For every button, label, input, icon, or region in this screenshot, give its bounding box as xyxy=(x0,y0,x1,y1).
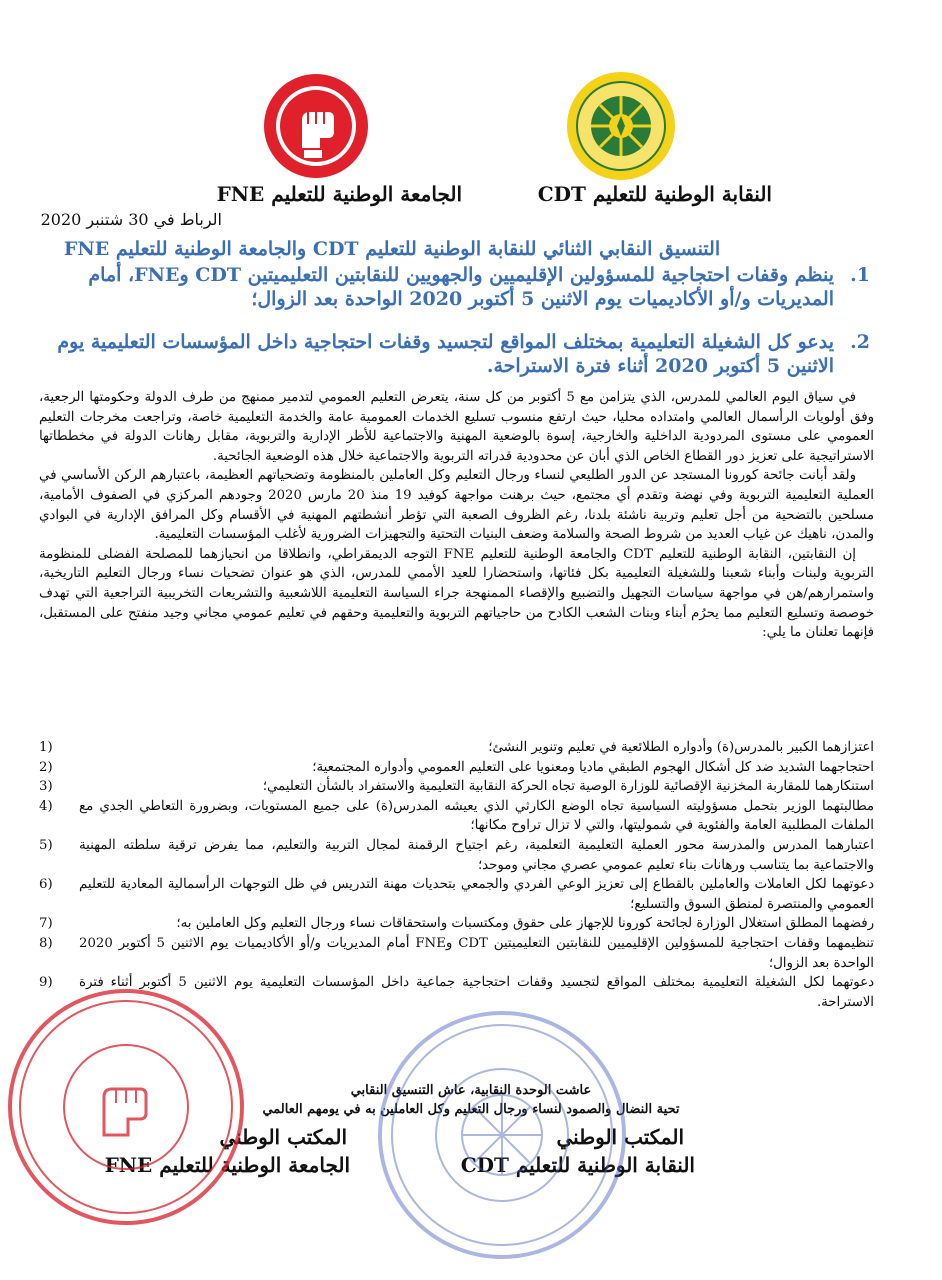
headline-point-1 xyxy=(30,263,870,311)
list-item xyxy=(39,777,874,797)
headline-title: التنسيق النقابي الثنائي للنقابة الوطنية للتعليم CDT والجامعة الوطنية للتعليم FNE xyxy=(63,238,721,260)
list-item xyxy=(39,836,874,875)
list-item xyxy=(39,738,874,758)
list-item xyxy=(39,875,874,914)
list-item-number: 2) xyxy=(39,759,53,775)
list-item-number: 5) xyxy=(39,837,53,853)
list-item-text: تنظيمهما وقفات احتجاجية للمسؤولين الإقليميين للنقابتين التعليميتين CDT وFNE أمام المديريات و/أو الأكاديميات يوم الاثنين 5 أكتوبر 2020 الواحدة بعد الزوال؛ xyxy=(79,935,874,971)
paragraph: في سياق اليوم العالمي للمدرس، الذي يتزامن مع 5 أكتوبر من كل سنة، يتعرض التعليم العمومي لتدمير ممنهج من طرف الدولة وحكومتها الرجعية، وفق أولويات الرأسمال العالمي وامتداده محليا، حيث ارتفع منسوب تسليع الخدمات العمومية عامة والخدمة التعليمية خاصة، وتراجعت مخرجات التعليم العمومي على مستوى المردودية الداخلية والخارجية، إسوة بالوضعية المهنية والاجتماعية للأطر الإدارية والتربوية، مقابل رهانات الدولة في مخططاتها الاستراتيجية على تعزيز دور القطاع الخاص الذي أبان عن محدودية قدراته التربوية والاجتماعية خلال هذه الوضعية الجائحية. xyxy=(39,390,874,464)
list-item xyxy=(39,797,874,836)
headline-point-2 xyxy=(30,330,870,378)
cdt-signature-org: النقابة الوطنية للتعليم CDT xyxy=(460,1153,695,1177)
list-item-text: دعوتهما لكل العاملات والعاملين بالقطاع إلى تعزيز الوعي الفردي والجمعي بتحديات مهنة التدريس في ظل التوجهات الرأسمالية المعادية للتعليم العمومي والمنتصرة لمنطق السوق والتسليع؛ xyxy=(79,877,874,912)
list-item-text: دعوتهما لكل الشغيلة التعليمية بمختلف المواقع لتجسيد وقفات احتجاجية جماعية داخل المؤسسات التعليمية يوم الاثنين 5 أكتوبر أثناء فترة الاستراحة. xyxy=(79,975,875,1010)
closing-greeting: تحية النضال والصمود لنساء ورجال التعليم وكل العاملين به في يومهم العالمي xyxy=(262,1102,680,1117)
headline-point-text: يدعو كل الشغيلة التعليمية بمختلف المواقع لتجسيد وقفات احتجاجية داخل المؤسسات التعليمية يوم الاثنين 5 أكتوبر 2020 أثناء فترة الاستراحة. xyxy=(57,331,834,377)
paragraph: إن النقابتين، النقابة الوطنية للتعليم CDT والجامعة الوطنية للتعليم FNE التوجه الديمقراطي، وانطلاقا من انحيازهما للمصلحة الفضلى للمنظومة التربوية ولبنات وأبناء شعبنا وللشغيلة التعليمية بكل فئاتها، واستحضارا للعيد الأممي للمدرس، الذي هو عنوان تضحيات نساء ورجال التعليم التاريخية، واستمرارهم/هن في مواجهة سياسات التجهيل والتضبيع والإقصاء الممنهجة جراء السياسة التعليمية اللاشعبية والتشريعات التخريبية التراجعية التي تهدف خوصصة وتسليع التعليم مما يحرُم أبناء وبنات الشعب الكادح من حاجياتهم التربوية والتعليمية وحقهم في تعليم عمومي مجاني وجيد منفتح على المستقبل، فإنهما تعلنان ما يلي: xyxy=(39,546,874,641)
demands-list xyxy=(39,738,874,1012)
cdt-logo xyxy=(565,70,677,182)
list-item-text: اعتزازهما الكبير بالمدرس(ة) وأدواره الطلائعية في تعليم وتنوير النشئ؛ xyxy=(488,740,874,755)
list-item xyxy=(39,934,874,973)
list-item-text: احتجاجهما الشديد ضد كل أشكال الهجوم الطبقي ماديا ومعنويا على التعليم العمومي وأدواره المجتمعية؛ xyxy=(312,759,874,775)
closing-slogan: عاشت الوحدة النقابية، عاش التنسيق النقابي xyxy=(350,1083,592,1098)
fne-logo xyxy=(262,72,370,180)
list-item-number: 7) xyxy=(39,916,53,932)
cdt-signature-office: المكتب الوطني xyxy=(556,1125,684,1149)
fne-org-name: الجامعة الوطنية للتعليم FNE xyxy=(216,182,462,206)
list-item xyxy=(39,758,874,778)
list-item xyxy=(39,914,874,934)
list-item xyxy=(39,973,874,1012)
list-item-text: رفضهما المطلق استغلال الوزارة لجائحة كورونا للإجهاز على حقوق ومكتسبات واستحقاقات نساء ورجال التعليم وكل العاملين به؛ xyxy=(176,916,874,932)
fne-signature-org: الجامعة الوطنية للتعليم FNE xyxy=(104,1153,350,1177)
list-item-number: 6) xyxy=(39,877,53,893)
list-item-text: اعتبارهما المدرس والمدرسة محور العملية التعليمية التعلمية، رغم اجتياح الرقمنة لمجال التربية والتعليم، مما يفرض ترقية سلطته المهنية والاجتماعية بما يتناسب ورهانات بناء تعليم عمومي عصري مجاني وموحد؛ xyxy=(79,837,874,873)
document-date: الرباط في 30 شتنبر 2020 xyxy=(40,210,222,229)
headline-point-number: 2. xyxy=(850,331,870,353)
headline-point-number: 1. xyxy=(850,264,870,286)
list-item-number: 4) xyxy=(39,798,53,814)
body-text xyxy=(39,388,874,643)
list-item-number: 1) xyxy=(39,740,53,755)
list-item-number: 3) xyxy=(39,779,53,795)
list-item-number: 9) xyxy=(39,975,53,991)
cdt-org-name: النقابة الوطنية للتعليم CDT xyxy=(537,182,772,206)
fne-signature-office: المكتب الوطني xyxy=(219,1125,347,1149)
list-item-text: مطالبتهما الوزير بتحمل مسؤوليته السياسية تجاه الوضع الكارثي الذي يعيشه المدرس(ة) على جميع المستويات، وبضرورة التعاطي الجدي مع الملفات المطلبية العامة والفئوية في شموليتها، والتي لا تزال تراوح مكانها؛ xyxy=(79,798,874,834)
paragraph: ولقد أبانت جائحة كورونا المستجد عن الدور الطليعي لنساء ورجال التعليم وكل العاملين بالمنظومة وتضحياتهم العظيمة، باعتبارهم الركن الأساسي في العملية التعليمية التربوية وفي نهضة وتقدم أي مجتمع، حيث برهنت مواجهة كوفيد 19 منذ 20 مارس 2020 وجودهم المركزي في الصفوف الأمامية، مسلحين بالتضحية من أجل تعليم وتربية ناشئة بلدنا، رغم الظروف الصعبة التي تؤطر أنشطتهم المهنية في الأقسام وكل المرافق الإدارية في البوادي والمدن، ناهيك عن غياب العديد من شروط الصحة والسلامة وضعف البنيات التحتية والتجهيزات الضرورية لأغلب المؤسسات التعليمية. xyxy=(39,468,875,543)
list-item-number: 8) xyxy=(39,935,53,951)
list-item-text: استنكارهما للمقاربة المخزنية الإقصائية للوزارة الوصية تجاه الحركة النقابية التعليمية والاستفراد بالشأن التعليمي؛ xyxy=(262,779,874,795)
headline-point-text: ينظم وقفات احتجاجية للمسؤولين الإقليميين والجهويين للنقابتين التعليميتين CDT وFNE، أمام المديريات و/أو الأكاديميات يوم الاثنين 5 أكتوبر 2020 الواحدة بعد الزوال؛ xyxy=(88,264,834,310)
